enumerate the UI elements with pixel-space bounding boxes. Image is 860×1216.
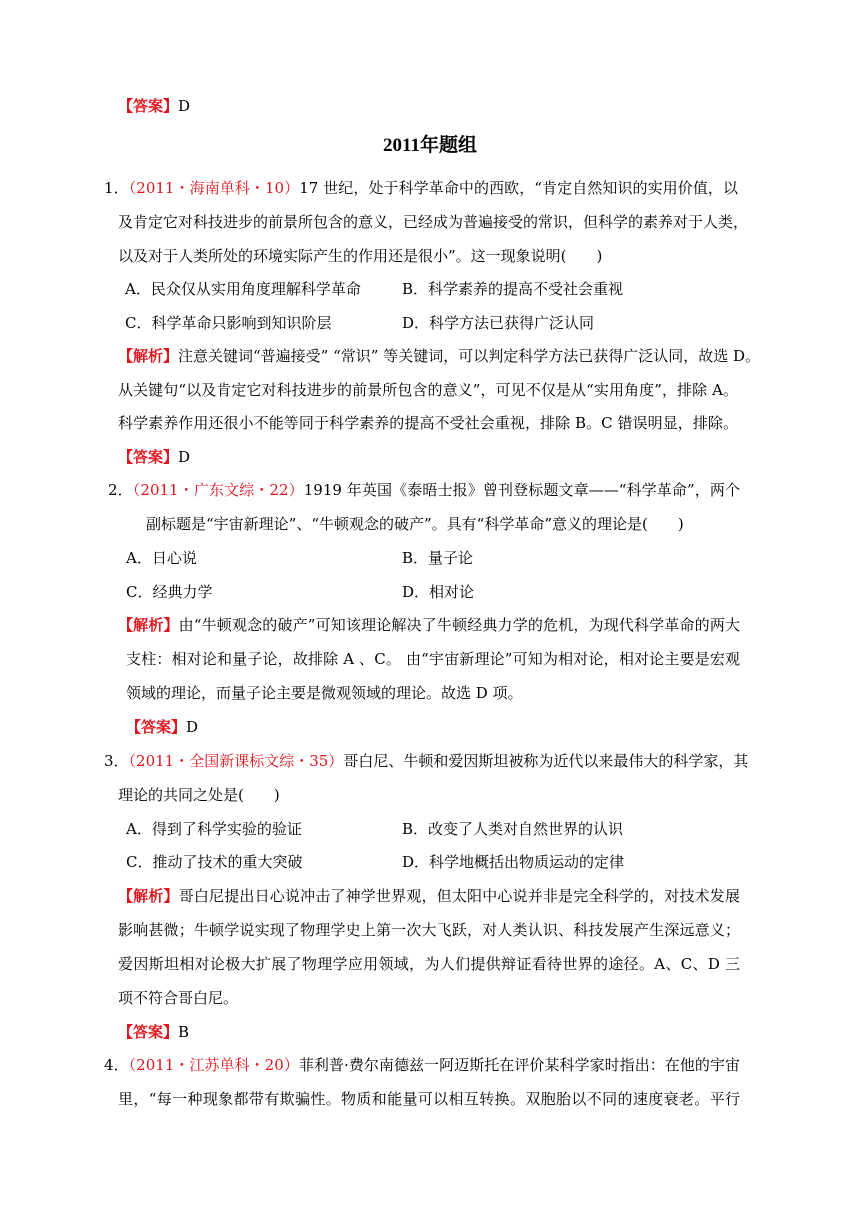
q1-stem-line-1: 1．（2011・海南单科・10）17 世纪，处于科学革命中的西欧，“肯定自然知识的实用价值，以 [104,179,739,197]
q2-option-d: D．相对论 [402,583,475,601]
prev-answer-line [118,96,190,116]
answer-value: D [178,448,191,466]
answer-value: D [178,97,191,115]
q1-analysis-line-2: 从关键句“以及肯定它对科技进步的前景所包含的意义”，可见不仅是从“实用角度”，排除 A。 [118,381,738,399]
q2-source: （2011・广东文综・22） [132,481,304,499]
analysis-label: 【解析】 [118,887,179,905]
q3-analysis-line-1: 【解析】哥白尼提出日心说冲击了神学世界观，但太阳中心说并非是完全科学的，对技术发展 [118,887,740,905]
q1-option-c: C．科学革命只影响到知识阶层 [125,314,332,332]
q3-number: 3． [104,752,129,770]
q3-analysis-line-3: 爱因斯坦相对论极大扩展了物理学应用领域，为人们提供辩证看待世界的途径。A、C、D 三 [118,955,740,973]
q4-stem-line-2: 里，“每一种现象都带有欺骗性。物质和能量可以相互转换。双胞胎以不同的速度衰老。平行 [118,1090,740,1108]
q2-option-b: B．量子论 [402,549,474,567]
q2-stem-line-2: 副标题是“宇宙新理论”、“牛顿观念的破产”。具有“科学革命”意义的理论是( ) [146,515,684,533]
q3-stem-line-1: 3．（2011・全国新课标文综・35）哥白尼、牛顿和爱因斯坦被称为近代以来最伟大的科学家，其 [104,752,749,770]
q2-number: 2． [108,481,133,499]
q3-answer-line [118,1022,189,1042]
answer-value: B [178,1023,190,1041]
q2-option-c: C．经典力学 [126,583,213,601]
answer-label: 【答案】 [118,448,179,466]
q4-stem-line-1: 4．（2011・江苏单科・20）菲利普·费尔南德兹一阿迈斯托在评价某科学家时指出：在他的宇宙 [104,1056,740,1074]
q1-answer-line [118,447,190,467]
q1-option-a: A．民众仅从实用角度理解科学革命 [125,280,361,298]
q3-analysis-line-2: 影响甚微；牛顿学说实现了物理学史上第一次大飞跃，对人类认识、科技发展产生深远意义； [118,921,740,939]
q4-source: （2011・江苏单科・20） [128,1056,299,1074]
analysis-label: 【解析】 [118,616,179,634]
q1-source: （2011・海南单科・10） [128,179,300,197]
q1-stem-line-3: 以及对于人类所处的环境实际产生的作用还是很小”。这一现象说明( ) [118,247,603,265]
q3-option-b: B．改变了人类对自然世界的认识 [402,820,624,838]
answer-label: 【答案】 [126,718,187,736]
q1-analysis-line-3: 科学素养作用还很小不能等同于科学素养的提高不受社会重视，排除 B。C 错误明显，排除。 [118,414,738,432]
q3-option-a: A．得到了科学实验的验证 [126,820,302,838]
q3-analysis-line-4: 项不符合哥白尼。 [118,989,239,1007]
q3-option-c: C．推动了技术的重大突破 [126,853,303,871]
q2-analysis-line-3: 领域的理论，而量子论主要是微观领域的理论。故选 D 项。 [126,684,523,702]
answer-value: D [186,718,199,736]
q4-number: 4． [104,1056,129,1074]
q1-stem-line-2: 及肯定它对科技进步的前景所包含的意义，已经成为普遍接受的常识，但科学的素养对于人类， [118,213,749,231]
section-title: 2011年题组 [383,135,477,156]
q1-option-b: B．科学素养的提高不受社会重视 [402,280,624,298]
q2-analysis-line-1: 【解析】由“牛顿观念的破产”可知该理论解决了牛顿经典力学的危机，为现代科学革命的两大 [118,616,740,634]
q2-stem-line-1: 2．（2011・广东文综・22）1919 年英国《泰晤士报》曾刊登标题文章——“科学革命”，两个 [108,481,741,499]
q2-analysis-line-2: 支柱：相对论和量子论，故排除 A 、C。 由“宇宙新理论”可知为相对论，相对论主要是宏观 [126,650,740,668]
q1-number: 1． [104,179,129,197]
q1-option-d: D．科学方法已获得广泛认同 [402,314,595,332]
q2-option-a: A．日心说 [126,549,197,567]
q3-option-d: D．科学地概括出物质运动的定律 [402,853,625,871]
q2-answer-line [126,717,198,737]
q3-stem-line-2: 理论的共同之处是( ) [118,786,280,804]
q1-analysis-line-1: 【解析】注意关键词“普遍接受” “常识” 等关键词，可以判定科学方法已获得广泛认同，故选 D。 [118,347,761,365]
analysis-label: 【解析】 [118,347,179,365]
answer-label: 【答案】 [118,97,179,115]
q3-source: （2011・全国新课标文综・35） [128,752,344,770]
answer-label: 【答案】 [118,1023,179,1041]
